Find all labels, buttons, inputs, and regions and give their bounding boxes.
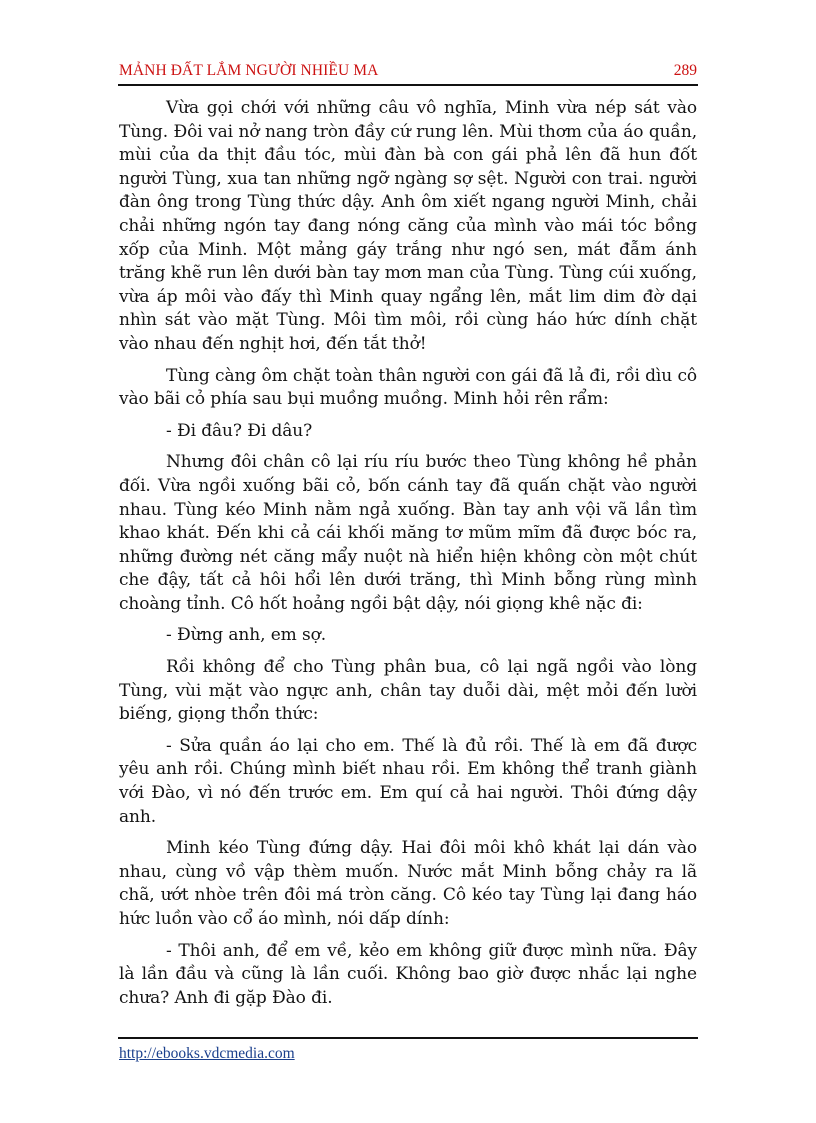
dialogue-line: - Đi đâu? Đi dâu? (166, 420, 313, 441)
dialogue-line: - Đừng anh, em sợ. (166, 625, 327, 646)
dialogue-line: - Sửa quần áo lại cho em. Thế là đủ rồi. Thế là em đã được yêu anh rồi. Chúng mình biết nhau rồi. Em không thể tranh giành với Đào, vì nó đến trước em. Em quí cả hai người. Thôi đứng dậy anh. (119, 735, 697, 827)
running-header (119, 62, 697, 84)
paragraph: Minh kéo Tùng đứng dậy. Hai đôi môi khô khát lại dán vào nhau, cùng vồ vập thèm muốn. Nước mắt Minh bỗng chảy ra lã chã, ướt nhòe trên đôi má tròn căng. Cô kéo tay Tùng lại đang háo hức luồn vào cổ áo mình, nói dấp dính: (119, 838, 697, 929)
book-title: MẢNH ĐẤT LẮM NGƯỜI NHIỀU MA (119, 62, 379, 79)
header-divider (118, 84, 698, 86)
paragraph: Rồi không để cho Tùng phân bua, cô lại ngã ngồi vào lòng Tùng, vùi mặt vào ngực anh, chân tay duỗi dài, mệt mỏi đến lười biếng, giọng thổn thức: (119, 657, 697, 725)
footer-link[interactable]: http://ebooks.vdcmedia.com (119, 1045, 295, 1062)
page-number: 289 (673, 62, 697, 79)
page-body (119, 97, 697, 1018)
dialogue-line: - Thôi anh, để em về, kẻo em không giữ được mình nữa. Đây là lần đầu và cũng là lần cuối. Không bao giờ được nhắc lại nghe chưa? Anh đi gặp Đào đi. (119, 940, 697, 1008)
footer-divider (118, 1037, 698, 1039)
paragraph: Vừa gọi chới với những câu vô nghĩa, Minh vừa nép sát vào Tùng. Đôi vai nở nang tròn đầy cứ rung lên. Mùi thơm của áo quần, mùi của da thịt đầu tóc, mùi đàn bà con gái phả lên đã hun đốt người Tùng, xua tan những ngỡ ngàng sợ sệt. Người con trai. người đàn ông trong Tùng thức dậy. Anh ôm xiết ngang người Minh, chải chải những ngón tay đang nóng căng của mình vào mái tóc bồng xốp của Minh. Một mảng gáy trắng như ngó sen, mát đẫm ánh trăng khẽ run lên dưới bàn tay mơn man của Tùng. Tùng cúi xuống, vừa áp môi vào đấy thì Minh quay ngẩng lên, mắt lim dim đờ dại nhìn sát vào mặt Tùng. Môi tìm môi, rồi cùng háo hức dính chặt vào nhau đến nghịt hơi, đến tắt thở! (119, 98, 697, 354)
paragraph: Tùng càng ôm chặt toàn thân người con gái đã lả đi, rồi dìu cô vào bãi cỏ phía sau bụi muồng muồng. Minh hỏi rên rẩm: (119, 365, 697, 410)
paragraph: Nhưng đôi chân cô lại ríu ríu bước theo Tùng không hề phản đối. Vừa ngồi xuống bãi cỏ, bốn cánh tay đã quấn chặt vào người nhau. Tùng kéo Minh nằm ngả xuống. Bàn tay anh vội vã lần tìm khao khát. Đến khi cả cái khối măng tơ mũm mĩm đã được bóc ra, những đường nét căng mẩy nuột nà hiển hiện không còn một chút che đậy, tất cả hôi hổi lên dưới trăng, thì Minh bỗng rùng mình choàng tỉnh. Cô hốt hoảng ngồi bật dậy, nói giọng khê nặc đi: (119, 452, 697, 614)
